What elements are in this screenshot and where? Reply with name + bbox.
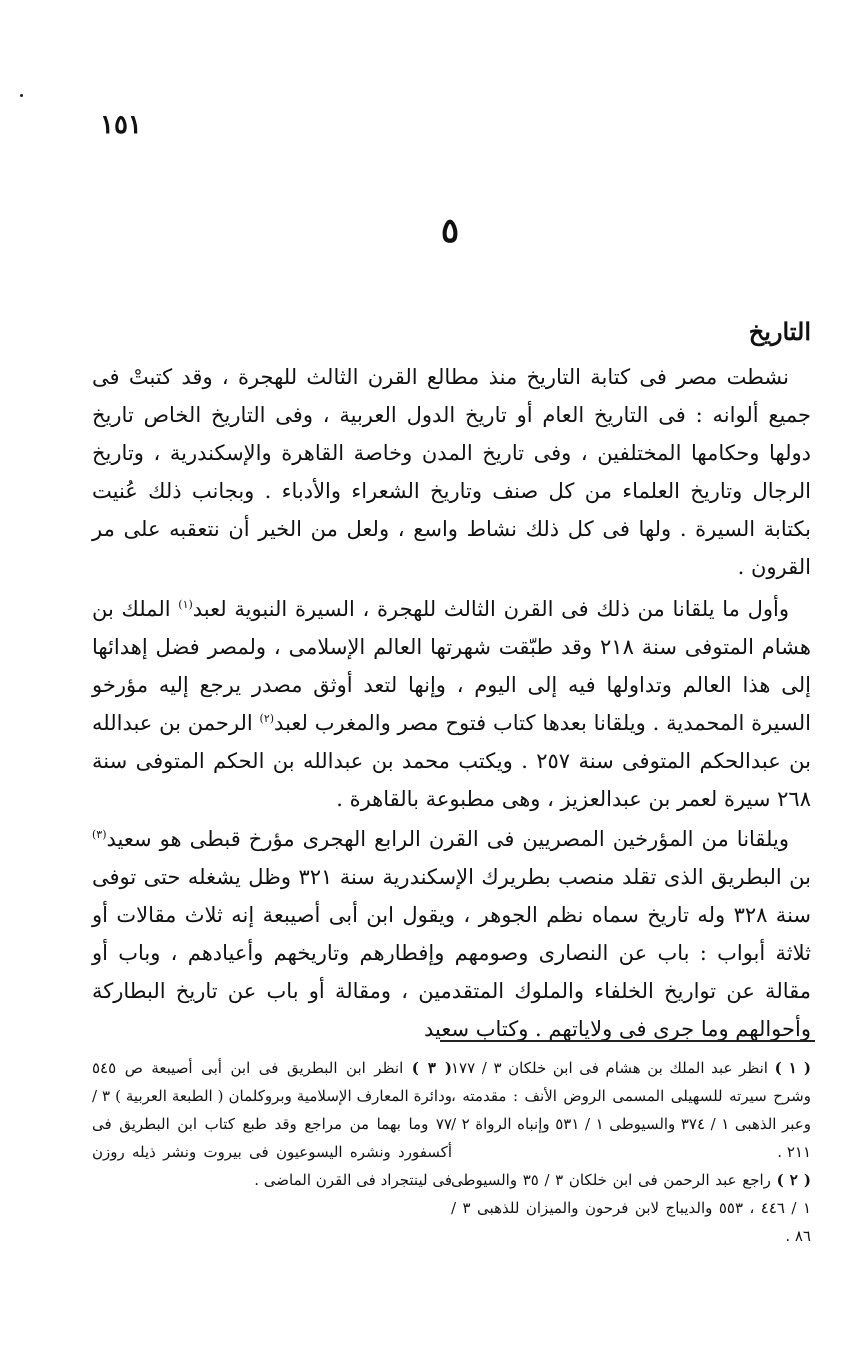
footnote-3 [92, 1054, 452, 1194]
paragraph-1 [92, 358, 811, 586]
footnote-1 [451, 1054, 811, 1166]
paragraph-2-part-a: وأول ما يلقانا من ذلك فى القرن الثالث للهجرة ، السيرة النبوية لعبد [192, 597, 789, 621]
footnote-divider [440, 1040, 815, 1042]
section-title: التاريخ [748, 317, 811, 346]
footnotes-right-column [451, 1054, 811, 1250]
paragraph-1-text: نشطت مصر فى كتابة التاريخ منذ مطالع القرن الثالث للهجرة ، وقد كتبتْ فى جميع ألوانه : فى التاريخ العام أو تاريخ الدول العربية ، وفى التاريخ الخاص تاريخ دولها وحكامها المختلفين ، وفى تاريخ المدن وخاصة القاهرة والإسكندرية ، وتاريخ الرجال وتاريخ العلماء من كل صنف وتاريخ الشعراء والأدباء . وبجانب ذلك عُنيت بكتابة السيرة . ولها فى كل ذلك نشاط واسع ، ولعل من الخير أن نتعقبه على مر القرون . [92, 365, 811, 579]
paragraph-3-part-b: بن البطريق الذى تقلد منصب بطريرك الإسكندرية سنة ٣٢١ وظل يشغله حتى توفى سنة ٣٢٨ وله تاريخ سماه نظم الجوهر ، ويقول ابن أبى أصيبعة إنه ثلاث مقالات أو ثلاثة أبواب : باب عن النصارى وصومهم وإفطارهم وتاريخهم وأعيادهم ، وباب أو مقالة عن تواريخ الخلفاء والملوك المتقدمين ، ومقالة أو باب عن تاريخ البطاركة وأحوالهم وما جرى فى ولاياتهم . وكتاب سعيد [92, 865, 811, 1041]
print-speck [20, 94, 23, 97]
footnote-1-text: انظر عبد الملك بن هشام فى ابن خلكان ٣ / ١٧٧ وشرح سيرته للسهيلى المسمى الروض الأنف : مقدمته ، وعبر الذهبى ١ / ٣٧٤ والسيوطى ١ / ٥٣١ وإنباه الرواة ٢ / ٢١١ . [451, 1059, 811, 1161]
footnote-1-number: ( ١ ) [774, 1059, 811, 1077]
paragraph-2-text [92, 590, 811, 818]
footnote-2 [451, 1166, 811, 1250]
footnote-2-text: راجع عبد الرحمن فى ابن خلكان ٣ / ٣٥ والسيوطى ١ / ٤٤٦ ، ٥٥٣ والديباج لابن فرحون والميزان للذهبى ٣ / ٨٦ . [451, 1171, 812, 1245]
chapter-number: ٥ [440, 211, 460, 251]
paragraph-3 [92, 820, 811, 1048]
paragraph-2-part-c: الرحمن بن عبدالله بن عبدالحكم المتوفى سنة ٢٥٧ . ويكتب محمد بن عبدالله بن الحكم المتوفى سنة ٢٦٨ سيرة لعمر بن عبدالعزيز ، وهى مطبوعة بالقاهرة . [92, 711, 811, 811]
footnote-ref-1[interactable]: (١) [178, 598, 193, 611]
footnotes-left-column [92, 1054, 452, 1194]
footnote-ref-2[interactable]: (٢) [259, 712, 275, 725]
paragraph-2 [92, 590, 811, 818]
paragraph-2-part-b: الملك بن هشام المتوفى سنة ٢١٨ وقد طبّقت شهرتها العالم الإسلامى ، ولمصر فضل إهدائها إلى هذا العالم وتداولها فيه إلى اليوم ، وإنها لتعد أوثق مصدر يرجع إليه مؤرخو السيرة المحمدية . ويلقانا بعدها كتاب فتوح مصر والمغرب لعبد [92, 597, 811, 735]
footnote-3-text: انظر ابن البطريق فى ابن أبى أصيبعة ص ٥٤٥ ودائرة المعارف الإسلامية وبروكلمان ( الطبعة العربية ) ٣ / ٧٧ وما بهما من مراجع وقد طبع كتاب ابن البطريق فى أكسفورد ونشره اليسوعيون فى بيروت ونشر ذيله روزن فى لينتجراد فى القرن الماضى . [92, 1059, 452, 1189]
footnote-ref-3[interactable]: (٣) [92, 828, 107, 841]
footnote-3-number: ( ٣ ) [411, 1059, 452, 1077]
page-number: ١٥١ [100, 110, 142, 140]
paragraph-3-part-a: ويلقانا من المؤرخين المصريين فى القرن الرابع الهجرى مؤرخ قبطى هو سعيد [106, 827, 789, 851]
footnote-2-number: ( ٢ ) [776, 1171, 811, 1189]
paragraph-3-text [92, 820, 811, 1048]
